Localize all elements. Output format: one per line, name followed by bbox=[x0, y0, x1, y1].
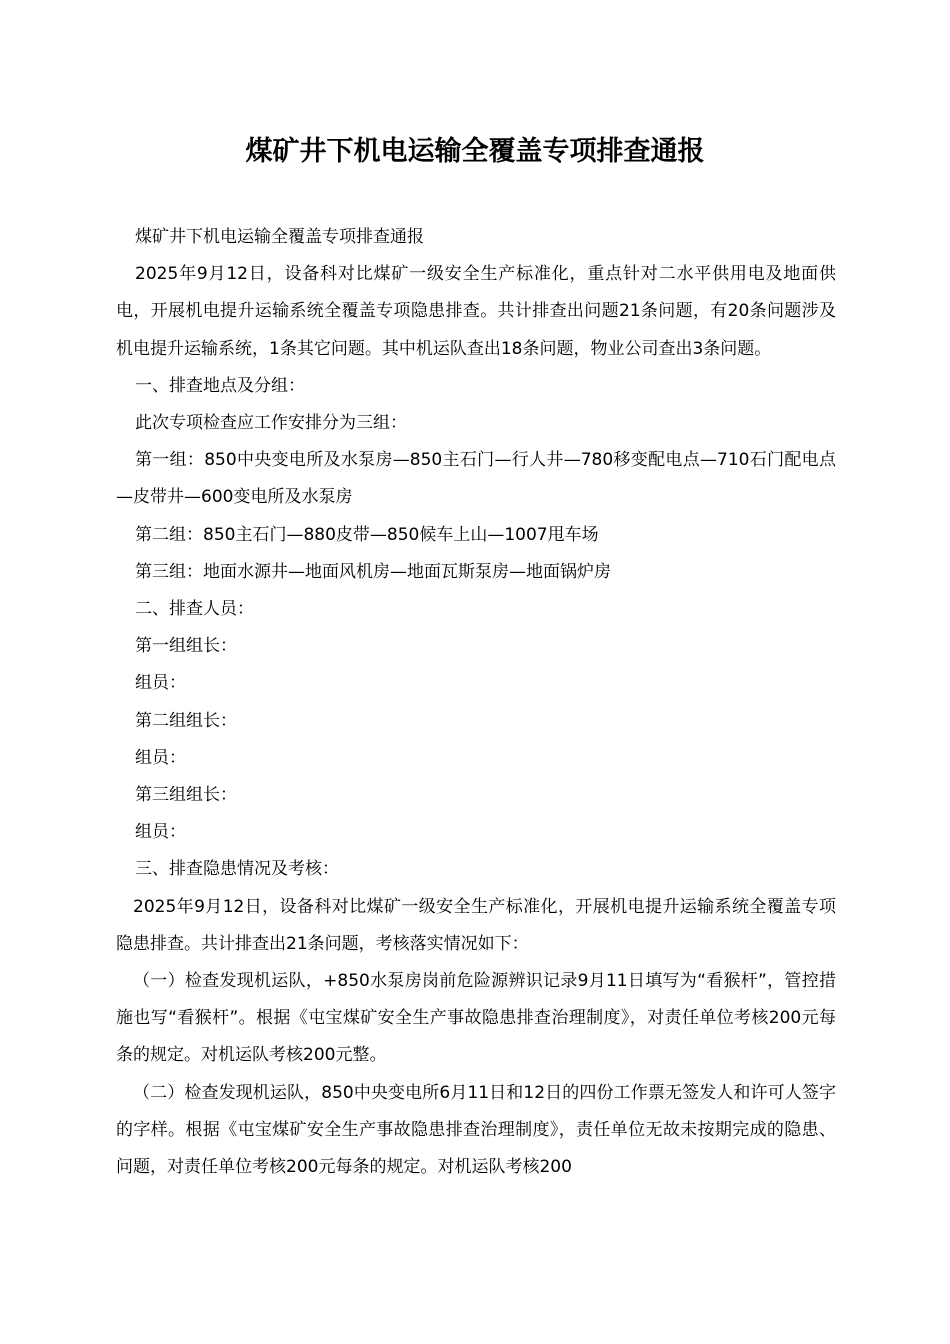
body-paragraph-grouping: 此次专项检查应工作安排分为三组： bbox=[135, 413, 407, 434]
body-paragraph-summary: 2025年9月12日，设备科对比煤矿一级安全生产标准化，重点针对二水平供用电及地面供电，开展机电提升运输系统全覆盖专项隐患排查。共计排查出问题21条问题，有20条问题涉及机电提升运输系统，1条其它问题。其中机运队查出18条问题，物业公司查出3条问题。 bbox=[116, 264, 836, 359]
body-paragraph-group-1-route: 第一组：850中央变电所及水泵房—850主石门—行人井—780移变配电点—710石门配电点—皮带井—600变电所及水泵房 bbox=[116, 450, 836, 508]
section-heading-personnel: 二、排查人员： bbox=[135, 599, 254, 620]
personnel-group-1-leader: 第一组组长： bbox=[135, 636, 237, 657]
body-paragraph-subtitle: 煤矿井下机电运输全覆盖专项排查通报 bbox=[135, 227, 424, 247]
body-paragraph-finding-1: （一）检查发现机运队，+850水泵房岗前危险源辨识记录9月11日填写为“看猴杆”，管控措施也写“看猴杆”。根据《屯宝煤矿安全生产事故隐患排查治理制度》，对责任单位考核200元每条的规定。对机运队考核200元整。 bbox=[116, 971, 836, 1066]
section-heading-hazards: 三、排查隐患情况及考核： bbox=[135, 859, 339, 880]
body-paragraph-group-3-route: 第三组：地面水源井—地面风机房—地面瓦斯泵房—地面锅炉房 bbox=[135, 561, 611, 582]
personnel-group-3-leader: 第三组组长： bbox=[135, 785, 237, 806]
body-paragraph-hazard-summary: 2025年9月12日，设备科对比煤矿一级安全生产标准化，开展机电提升运输系统全覆盖专项隐患排查。共计排查出21条问题，考核落实情况如下： bbox=[116, 896, 836, 954]
document-title: 煤矿井下机电运输全覆盖专项排查通报 bbox=[245, 136, 705, 167]
personnel-group-2-leader: 第二组组长： bbox=[135, 710, 237, 731]
body-paragraph-group-2-route: 第二组：850主石门—880皮带—850候车上山—1007甩车场 bbox=[135, 524, 599, 545]
body-paragraph-finding-2: （二）检查发现机运队，850中央变电所6月11日和12日的四份工作票无签发人和许可人签字的字样。根据《屯宝煤矿安全生产事故隐患排查治理制度》，责任单位无故未按期完成的隐患、问题，对责任单位考核200元每条的规定。对机运队考核200 bbox=[116, 1082, 836, 1178]
section-heading-locations: 一、排查地点及分组： bbox=[135, 375, 305, 396]
personnel-group-1-members: 组员： bbox=[135, 673, 186, 694]
personnel-group-2-members: 组员： bbox=[135, 747, 186, 768]
document-body bbox=[116, 219, 836, 1186]
personnel-group-3-members: 组员： bbox=[135, 822, 186, 843]
